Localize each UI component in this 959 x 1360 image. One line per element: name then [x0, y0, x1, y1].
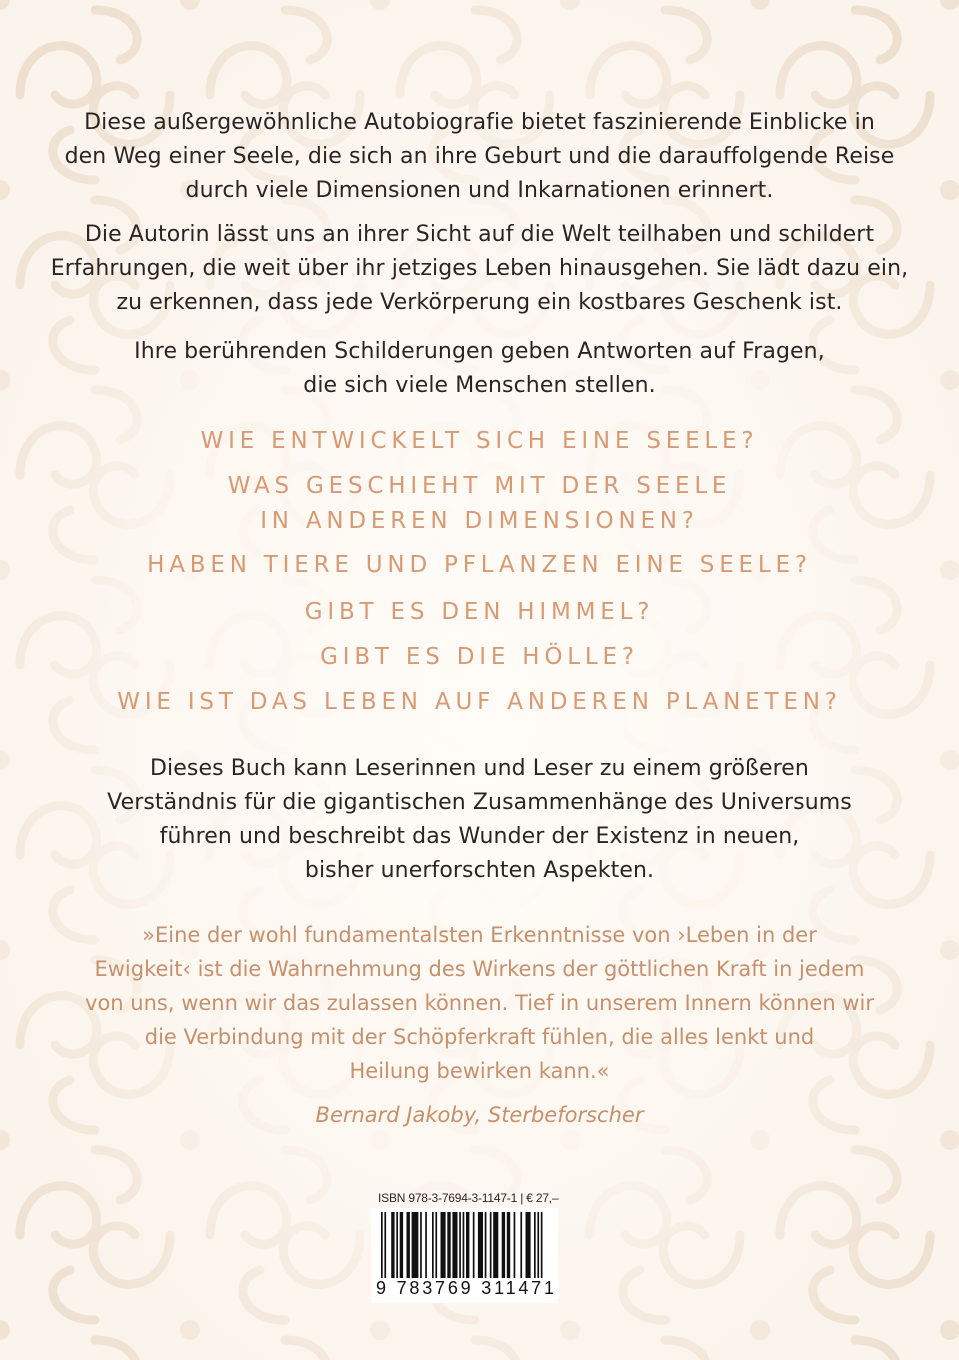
- barcode-bar: [485, 1212, 487, 1282]
- barcode-bar: [490, 1212, 492, 1282]
- barcode-bar: [420, 1212, 422, 1282]
- quote-line: Heilung bewirken kann.«: [349, 1059, 610, 1083]
- question-line: WIE IST DAS LEBEN AUF ANDEREN PLANETEN?: [117, 689, 842, 715]
- barcode-bar: [526, 1212, 531, 1282]
- barcode-bar: [466, 1212, 469, 1282]
- question-line: GIBT ES DIE HÖLLE?: [320, 644, 639, 670]
- intro-paragraph-1: [0, 106, 959, 208]
- intro-paragraph-2: [0, 218, 959, 320]
- barcode-number: 9 783769 311471: [376, 1278, 557, 1298]
- text-line: Die Autorin lässt uns an ihrer Sicht auf die Welt teilhaben und schildert: [84, 222, 875, 247]
- barcode-bar: [473, 1212, 475, 1282]
- barcode-bar: [452, 1212, 457, 1282]
- text-line: Ihre berührenden Schilderungen geben Antworten auf Fragen,: [134, 339, 825, 364]
- barcode-bar: [441, 1212, 446, 1282]
- barcode-bar: [391, 1212, 394, 1282]
- text-line: bisher unerforschten Aspekten.: [304, 858, 655, 883]
- barcode-bar: [435, 1212, 437, 1282]
- barcode-bar: [407, 1212, 410, 1282]
- summary-paragraph: [0, 752, 959, 888]
- barcode-bar: [514, 1212, 516, 1282]
- barcode-bar: [520, 1212, 522, 1282]
- question-heading: [0, 469, 959, 539]
- barcode-bar: [425, 1212, 427, 1282]
- text-line: zu erkennen, dass jede Verkörperung ein kostbares Geschenk ist.: [116, 290, 843, 315]
- quote-line: von uns, wenn wir das zulassen können. Tief in unserem Innern können wir: [85, 991, 874, 1015]
- endorsement-quote: [0, 918, 959, 1088]
- text-line: die sich viele Menschen stellen.: [303, 373, 656, 398]
- text-line: führen und beschreibt das Wunder der Existenz in neuen,: [159, 824, 800, 849]
- quote-line: »Eine der wohl fundamentalsten Erkenntnisse von ›Leben in der: [142, 923, 817, 947]
- barcode-bar: [478, 1212, 483, 1282]
- question-line: HABEN TIERE UND PFLANZEN EINE SEELE?: [147, 552, 812, 578]
- barcode-bar: [396, 1212, 398, 1282]
- isbn-price-line: ISBN 978-3-7694-3-1147-1 | € 27,–: [378, 1191, 559, 1205]
- text-line: den Weg einer Seele, die sich an ihre Geburt und die darauffolgende Reise: [64, 144, 895, 169]
- question-heading: [0, 424, 959, 459]
- barcode-bar: [432, 1212, 434, 1282]
- text-line: Diese außergewöhnliche Autobiografie bietet faszinierende Einblicke in: [84, 110, 875, 135]
- barcode-bar: [493, 1212, 498, 1282]
- quote-line: Ewigkeit‹ ist die Wahrnehmung des Wirkens der göttlichen Kraft in jedem: [94, 957, 865, 981]
- question-line: WAS GESCHIEHT MIT DER SEELE: [227, 473, 732, 499]
- question-heading: [0, 548, 959, 583]
- text-line: Erfahrungen, die weit über ihr jetziges Leben hinausgehen. Sie lädt dazu ein,: [50, 256, 909, 281]
- barcode-bar: [400, 1212, 403, 1282]
- question-heading: [0, 640, 959, 675]
- barcode-bar: [507, 1212, 510, 1282]
- barcode-bar: [447, 1212, 450, 1282]
- text-line: Dieses Buch kann Leserinnen und Leser zu einem größeren: [150, 756, 809, 781]
- text-line: durch viele Dimensionen und Inkarnationen erinnert.: [185, 178, 774, 203]
- quote-attribution: Bernard Jakoby, Sterbeforscher: [315, 1103, 644, 1127]
- question-line: GIBT ES DEN HIMMEL?: [304, 599, 655, 625]
- text-line: Verständnis für die gigantischen Zusammenhänge des Universums: [107, 790, 852, 815]
- quote-line: die Verbindung mit der Schöpferkraft fühlen, die alles lenkt und: [144, 1025, 815, 1049]
- intro-paragraph-3: [0, 335, 959, 403]
- question-heading: [0, 595, 959, 630]
- question-heading: [0, 685, 959, 720]
- barcode-bar: [502, 1212, 505, 1282]
- barcode-bar: [534, 1212, 536, 1282]
- barcode-bar: [412, 1212, 419, 1282]
- question-line: WIE ENTWICKELT SICH EINE SEELE?: [200, 428, 759, 454]
- question-line: IN ANDEREN DIMENSIONEN?: [260, 508, 699, 534]
